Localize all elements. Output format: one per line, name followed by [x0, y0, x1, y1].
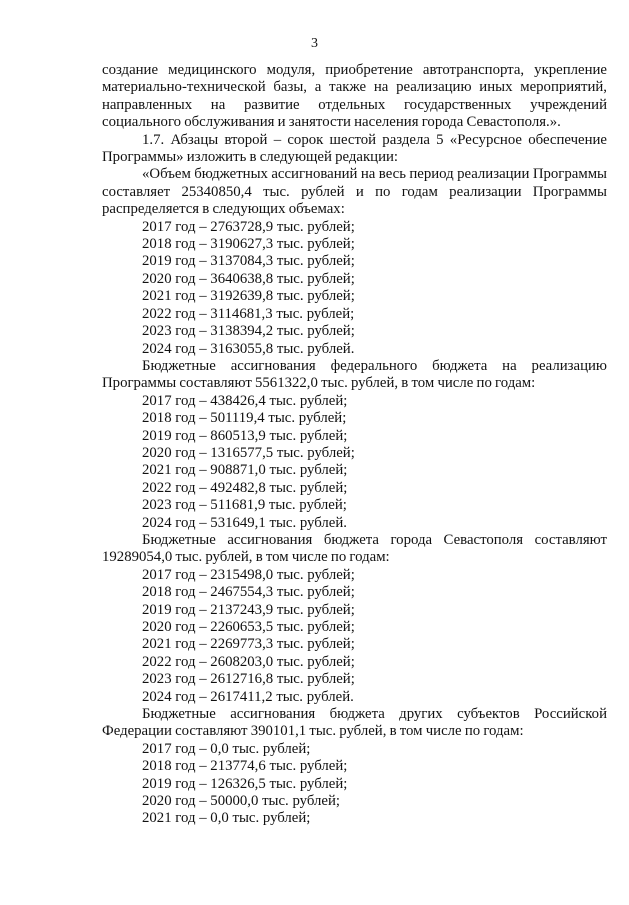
list-item: 2023 год – 511681,9 тыс. рублей;: [142, 497, 347, 514]
list-item: 2022 год – 492482,8 тыс. рублей;: [142, 479, 348, 496]
paragraph-amendment: 1.7. Абзацы второй – сорок шестой раздела 5 «Ресурсное обеспечение Программы» изложить в следующей редакции:: [102, 131, 607, 166]
list-item: 2020 год – 50000,0 тыс. рублей;: [142, 793, 341, 810]
list-item: 2023 год – 3138394,2 тыс. рублей;: [142, 323, 355, 340]
paragraph-other-subjects-budget: Бюджетные ассигнования бюджета других субъектов Российской Федерации составляют 390101,1 тыс. рублей, в том числе по годам:: [102, 706, 607, 740]
list-item: 2020 год – 3640638,8 тыс. рублей;: [142, 270, 355, 287]
list-item: 2023 год – 2612716,8 тыс. рублей;: [142, 671, 355, 688]
list-item: 2024 год – 2617411,2 тыс. рублей.: [142, 688, 354, 705]
paragraph-continuation: создание медицинского модуля, приобретение автотранспорта, укрепление материально-технической базы, а также на реализацию иных мероприятий, направленных на развитие отдельных государственных учреждений социального обслуживания и занятости населения города Севастополя.».: [102, 62, 607, 131]
list-item: 2017 год – 2315498,0 тыс. рублей;: [142, 566, 355, 583]
list-item: 2020 год – 1316577,5 тыс. рублей;: [142, 444, 355, 461]
paragraph-total-funding: «Объем бюджетных ассигнований на весь период реализации Программы составляет 25340850,4 тыс. рублей и по годам реализации Программы распределяется в следующих объемах:: [102, 166, 607, 218]
list-item: 2021 год – 2269773,3 тыс. рублей;: [142, 636, 355, 653]
list-item: 2024 год – 3163055,8 тыс. рублей.: [142, 340, 355, 357]
list-item: 2021 год – 3192639,8 тыс. рублей;: [142, 288, 355, 305]
total-by-year-list: [102, 219, 607, 358]
list-item: 2018 год – 501119,4 тыс. рублей;: [142, 410, 347, 427]
list-item: 2022 год – 2608203,0 тыс. рублей;: [142, 653, 355, 670]
list-item: 2019 год – 2137243,9 тыс. рублей;: [142, 601, 355, 618]
city-by-year-list: [102, 567, 607, 706]
list-item: 2022 год – 3114681,3 тыс. рублей;: [142, 305, 355, 322]
federal-by-year-list: [102, 393, 607, 532]
list-item: 2017 год – 2763728,9 тыс. рублей;: [142, 218, 355, 235]
list-item: 2019 год – 3137084,3 тыс. рублей;: [142, 253, 355, 270]
paragraph-city-budget: Бюджетные ассигнования бюджета города Севастополя составляют 19289054,0 тыс. рублей, в том числе по годам:: [102, 531, 607, 566]
list-item: 2021 год – 0,0 тыс. рублей;: [142, 810, 311, 827]
list-item: 2018 год – 2467554,3 тыс. рублей;: [142, 584, 355, 601]
document-body: [102, 62, 607, 828]
list-item: 2017 год – 0,0 тыс. рублей;: [142, 740, 311, 757]
list-item: 2017 год – 438426,4 тыс. рублей;: [142, 392, 348, 409]
list-item: 2021 год – 908871,0 тыс. рублей;: [142, 462, 348, 479]
paragraph-federal-budget: Бюджетные ассигнования федерального бюджета на реализацию Программы составляют 5561322,0 тыс. рублей, в том числе по годам:: [102, 357, 607, 392]
list-item: 2024 год – 531649,1 тыс. рублей.: [142, 514, 347, 531]
other-subjects-by-year-list: [102, 741, 607, 828]
page-number: 3: [311, 36, 318, 51]
list-item: 2018 год – 213774,6 тыс. рублей;: [142, 758, 348, 775]
list-item: 2019 год – 126326,5 тыс. рублей;: [142, 775, 348, 792]
list-item: 2020 год – 2260653,5 тыс. рублей;: [142, 619, 355, 635]
list-item: 2019 год – 860513,9 тыс. рублей;: [142, 427, 348, 444]
list-item: 2018 год – 3190627,3 тыс. рублей;: [142, 236, 355, 253]
